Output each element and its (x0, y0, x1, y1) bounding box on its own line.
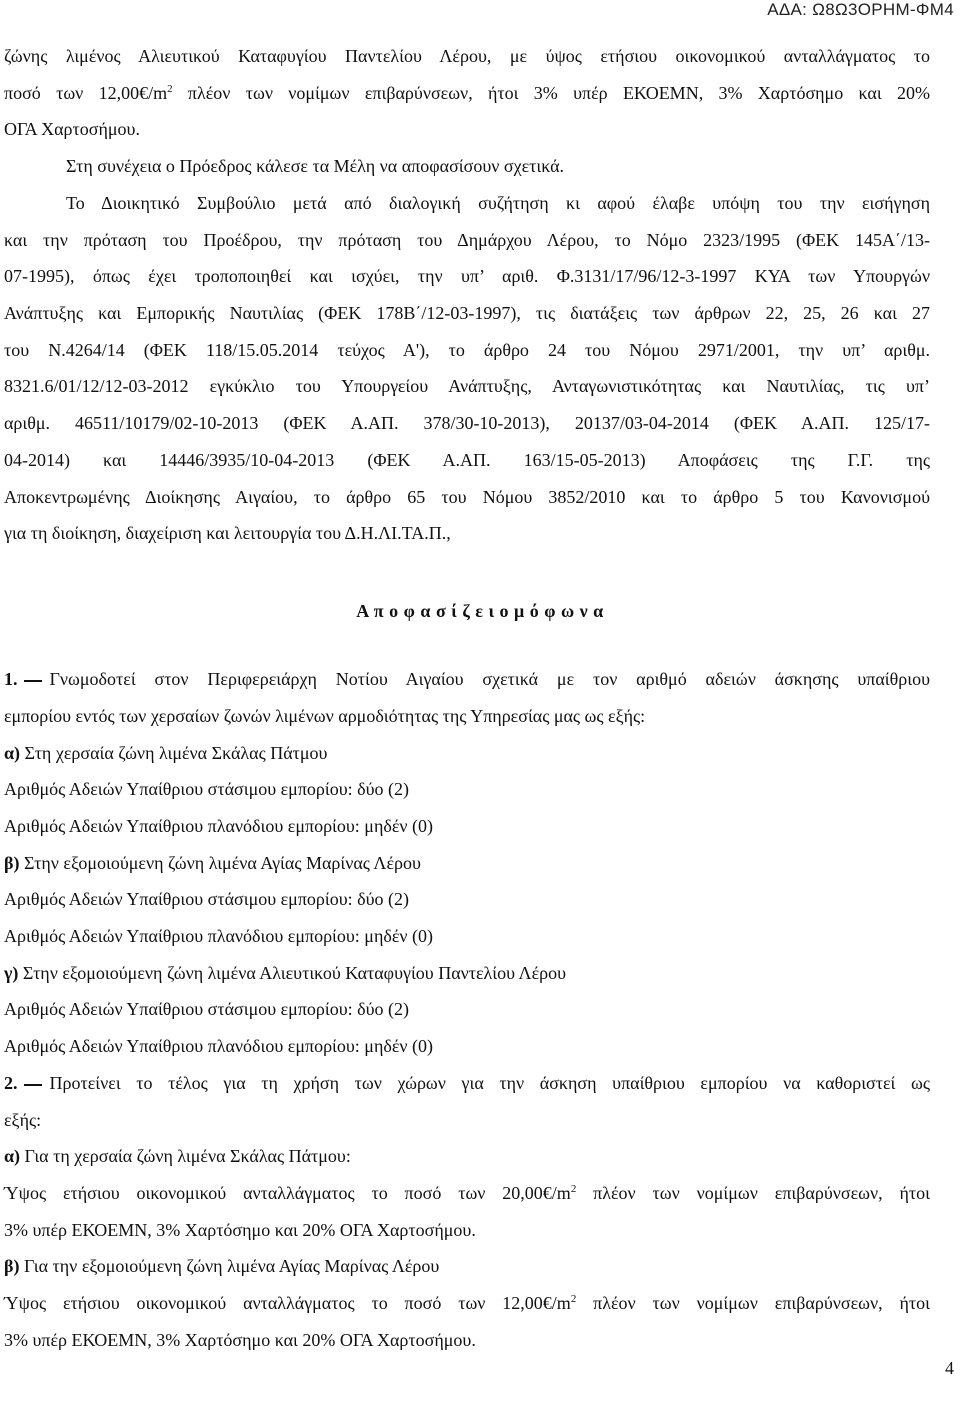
text-span: Για τη χερσαία ζώνη λιμένα Σκάλας Πάτμου: (20, 1146, 351, 1166)
superscript: 2 (570, 1183, 577, 1195)
text-line: ΟΓΑ Χαρτοσήμου. (4, 119, 140, 139)
text-span: πλέον των νομίμων επιβαρύνσεων, ήτοι 3% υπέρ ΕΚΟΕΜΝ, 3% Χαρτόσημο και 20% (172, 83, 930, 103)
text-span: ποσό των 12,00€/m (4, 83, 168, 103)
text-line: και την πρόταση του Προέδρου, την πρόταση του Δημάρχου Λέρου, το Νόμο 2323/1995 (ΦΕΚ 145Α΄/13- (4, 230, 930, 250)
subitem-label: α) (4, 743, 21, 763)
subitem-label: β) (4, 853, 20, 873)
text-span: Γνωμοδοτεί στον Περιφερειάρχη Νοτίου Αιγαίου σχετικά με τον αριθμό αδειών άσκησης υπαίθριου (49, 669, 930, 689)
text-span: Στην εξομοιούμενη ζώνη λιμένα Αγίας Μαρίνας Λέρου (19, 853, 421, 873)
text-line: 3% υπέρ ΕΚΟΕΜΝ, 3% Χαρτόσημο και 20% ΟΓΑ Χαρτοσήμου. (4, 1330, 476, 1350)
text-line (4, 82, 930, 107)
text-line: Αριθμός Αδειών Υπαίθριου στάσιμου εμπορίου: δύο (2) (4, 779, 410, 799)
text-span: Στη χερσαία ζώνη λιμένα Σκάλας Πάτμου (20, 743, 328, 763)
dash (24, 1084, 42, 1086)
text-line: 07-1995), όπως έχει τροποποιηθεί και ισχύει, την υπ’ αριθ. Φ.3131/17/96/12-3-1997 ΚΥΑ των Υπουργών (4, 266, 930, 286)
item-number: 1. (4, 669, 18, 689)
text-span: Ύψος ετήσιου οικονομικού ανταλλάγματος το ποσό των 20,00€/m (4, 1183, 571, 1203)
text-line: Αποκεντρωμένης Διοίκησης Αιγαίου, το άρθρο 65 του Νόμου 3852/2010 και το άρθρο 5 του Κανονισμού (4, 487, 930, 507)
superscript: 2 (570, 1293, 577, 1305)
text-line: Το Διοικητικό Συμβούλιο μετά από διαλογική συζήτηση κι αφού έλαβε υπόψη του την εισήγηση (66, 193, 930, 213)
text-span: πλέον των νομίμων επιβαρύνσεων, ήτοι (576, 1183, 930, 1203)
text-span: Προτείνει το τέλος για τη χρήση των χώρων για την άσκηση υπαίθριου εμπορίου να καθοριστεί ως (49, 1073, 930, 1093)
subitem-line (4, 1145, 930, 1167)
item-number: 2. (4, 1073, 18, 1093)
text-line: για τη διοίκηση, διαχείριση και λειτουργία του Δ.Η.ΛΙ.ΤΑ.Π., (4, 523, 451, 543)
dash (24, 680, 42, 682)
text-line: του Ν.4264/14 (ΦΕΚ 118/15.05.2014 τεύχος Α'), το άρθρο 24 του Νόμου 2971/2001, την υπ’ αριθμ. (4, 340, 930, 360)
subitem-label: α) (4, 1146, 21, 1166)
subitem-label: γ) (4, 963, 19, 983)
ada-code: ΑΔΑ: Ω8Ω3ΟΡΗΜ-ΦΜ4 (767, 0, 954, 19)
subitem-line (4, 742, 930, 764)
decision-heading: Α π ο φ α σ ί ζ ε ι ο μ ό φ ω ν α (356, 601, 604, 621)
text-line (4, 1292, 930, 1317)
subitem-label: β) (4, 1256, 20, 1276)
text-span: πλέον των νομίμων επιβαρύνσεων, ήτοι (576, 1293, 930, 1313)
text-line (4, 1182, 930, 1207)
text-line: Στη συνέχεια ο Πρόεδρος κάλεσε τα Μέλη να αποφασίσουν σχετικά. (66, 156, 565, 176)
text-span: Στην εξομοιούμενη ζώνη λιμένα Αλιευτικού Καταφυγίου Παντελίου Λέρου (18, 963, 567, 983)
text-line: 04-2014) και 14446/3935/10-04-2013 (ΦΕΚ Α.ΑΠ. 163/15-05-2013) Αποφάσεις της Γ.Γ. της (4, 450, 930, 470)
item-2-first-line (4, 1072, 930, 1094)
superscript: 2 (167, 83, 173, 95)
text-line: εμπορίου εντός των χερσαίων ζωνών λιμένων αρμοδιότητας της Υπηρεσίας μας ως εξής: (4, 706, 646, 726)
text-line: Αριθμός Αδειών Υπαίθριου στάσιμου εμπορίου: δύο (2) (4, 889, 410, 909)
text-line: Αριθμός Αδειών Υπαίθριου στάσιμου εμπορίου: δύο (2) (4, 999, 410, 1019)
text-line: Αριθμός Αδειών Υπαίθριου πλανόδιου εμπορίου: μηδέν (0) (4, 1036, 434, 1056)
page-number: 4 (945, 1358, 954, 1378)
text-line: Αριθμός Αδειών Υπαίθριου πλανόδιου εμπορίου: μηδέν (0) (4, 926, 434, 946)
text-span: Ύψος ετήσιου οικονομικού ανταλλάγματος το ποσό των 12,00€/m (4, 1293, 571, 1313)
subitem-line (4, 1255, 930, 1277)
text-line: 3% υπέρ ΕΚΟΕΜΝ, 3% Χαρτόσημο και 20% ΟΓΑ Χαρτοσήμου. (4, 1220, 476, 1240)
text-span: Για την εξομοιούμενη ζώνη λιμένα Αγίας Μαρίνας Λέρου (19, 1256, 440, 1276)
text-line: Αριθμός Αδειών Υπαίθριου πλανόδιου εμπορίου: μηδέν (0) (4, 816, 434, 836)
text-line: 8321.6/01/12/12-03-2012 εγκύκλιο του Υπουργείου Ανάπτυξης, Ανταγωνιστικότητας και Ναυτιλίας, τις υπ’ (4, 376, 930, 396)
text-line: αριθμ. 46511/10179/02-10-2013 (ΦΕΚ Α.ΑΠ. 378/30-10-2013), 20137/03-04-2014 (ΦΕΚ Α.ΑΠ. 125/17- (4, 413, 930, 433)
item-1-first-line (4, 668, 930, 690)
subitem-line (4, 852, 930, 874)
text-line: ζώνης λιμένος Αλιευτικού Καταφυγίου Παντελίου Λέρου, με ύψος ετήσιου οικονομικού ανταλλάγματος το (4, 46, 930, 66)
text-line: εξής: (4, 1110, 42, 1130)
text-line: Ανάπτυξης και Εμπορικής Ναυτιλίας (ΦΕΚ 178Β΄/12-03-1997), τις διατάξεις των άρθρων 22, 25, 26 και 27 (4, 303, 930, 323)
subitem-line (4, 962, 930, 984)
